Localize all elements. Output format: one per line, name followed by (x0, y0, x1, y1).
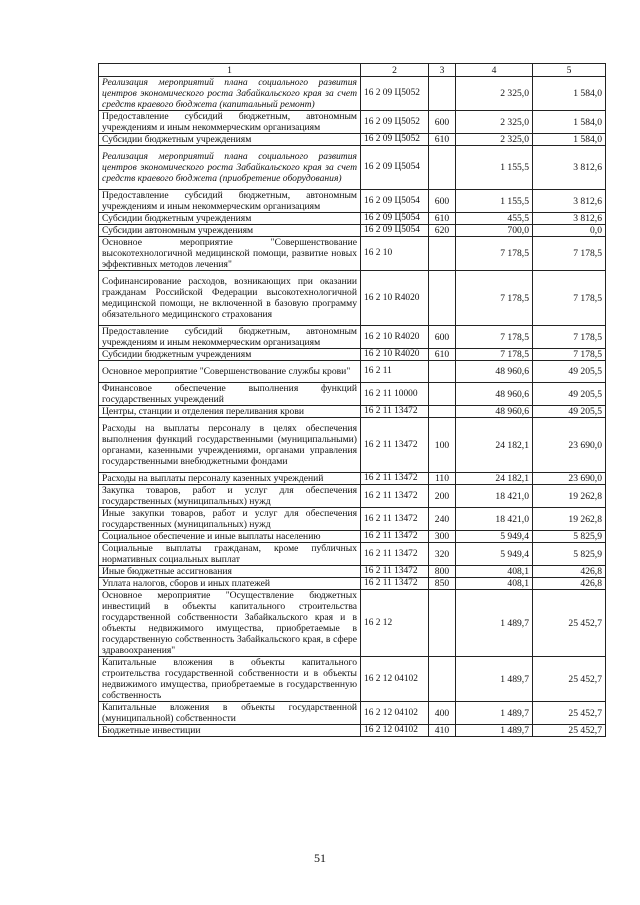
row-value-year-1: 7 178,5 (456, 326, 533, 349)
row-expense-type: 610 (429, 134, 456, 146)
row-expense-type: 300 (429, 531, 456, 543)
table-row (99, 543, 606, 566)
row-value-year-2: 25 452,7 (533, 657, 606, 702)
row-name: Центры, станции и отделения переливания крови (99, 406, 361, 418)
row-value-year-1: 1 489,7 (456, 590, 533, 657)
table-row (99, 271, 606, 326)
row-value-year-2: 3 812,6 (533, 190, 606, 213)
budget-table (98, 63, 606, 737)
table-row (99, 146, 606, 190)
row-value-year-1: 5 949,4 (456, 543, 533, 566)
row-code: 16 2 11 13472 (361, 418, 429, 473)
row-value-year-1: 1 489,7 (456, 702, 533, 725)
row-expense-type: 610 (429, 349, 456, 361)
row-value-year-1: 1 489,7 (456, 657, 533, 702)
row-value-year-1: 18 421,0 (456, 485, 533, 508)
row-value-year-2: 25 452,7 (533, 702, 606, 725)
row-value-year-1: 24 182,1 (456, 473, 533, 485)
row-value-year-1: 48 960,6 (456, 383, 533, 406)
row-code: 16 2 11 13472 (361, 508, 429, 531)
row-expense-type: 110 (429, 473, 456, 485)
row-value-year-2: 25 452,7 (533, 590, 606, 657)
table-row (99, 134, 606, 146)
row-code: 16 2 11 13472 (361, 485, 429, 508)
row-code: 16 2 11 (361, 361, 429, 383)
row-name: Реализация мероприятий плана социального развития центров экономического роста Забайкальского края за счет средств краевого бюджета (приобретение оборудования) (99, 146, 361, 190)
table-row (99, 590, 606, 657)
row-value-year-1: 7 178,5 (456, 349, 533, 361)
row-value-year-1: 24 182,1 (456, 418, 533, 473)
row-code: 16 2 11 13472 (361, 566, 429, 578)
row-code: 16 2 09 Ц5054 (361, 146, 429, 190)
row-name: Предоставление субсидий бюджетным, автономным учреждениям и иным некоммерческим организациям (99, 190, 361, 213)
row-value-year-2: 7 178,5 (533, 326, 606, 349)
table-row (99, 190, 606, 213)
table-row (99, 566, 606, 578)
table-row (99, 111, 606, 134)
row-value-year-1: 7 178,5 (456, 271, 533, 326)
row-expense-type: 620 (429, 225, 456, 237)
row-value-year-2: 1 584,0 (533, 134, 606, 146)
row-expense-type: 320 (429, 543, 456, 566)
row-expense-type: 200 (429, 485, 456, 508)
row-value-year-1: 408,1 (456, 578, 533, 590)
row-name: Основное мероприятие "Совершенствование высокотехнологичной медицинской помощи, развитие новых эффективных методов лечения" (99, 237, 361, 271)
row-name: Субсидии автономным учреждениям (99, 225, 361, 237)
row-value-year-2: 426,8 (533, 566, 606, 578)
row-name: Расходы на выплаты персоналу в целях обеспечения выполнения функций государственными (муниципальными) органами, казенными учреждениями, органами управления государственными внебюджетными фондами (99, 418, 361, 473)
row-value-year-1: 1 489,7 (456, 725, 533, 737)
row-name: Субсидии бюджетным учреждениям (99, 349, 361, 361)
table-row (99, 657, 606, 702)
row-code: 16 2 09 Ц5052 (361, 111, 429, 134)
row-expense-type: 240 (429, 508, 456, 531)
table-row (99, 725, 606, 737)
table-row (99, 531, 606, 543)
row-code: 16 2 11 13472 (361, 578, 429, 590)
row-value-year-1: 48 960,6 (456, 361, 533, 383)
table-row (99, 225, 606, 237)
row-value-year-2: 7 178,5 (533, 237, 606, 271)
row-name: Расходы на выплаты персоналу казенных учреждений (99, 473, 361, 485)
row-value-year-1: 408,1 (456, 566, 533, 578)
header-col-2: 2 (361, 64, 429, 77)
row-value-year-2: 49 205,5 (533, 361, 606, 383)
row-value-year-1: 5 949,4 (456, 531, 533, 543)
row-code: 16 2 10 (361, 237, 429, 271)
row-value-year-2: 7 178,5 (533, 349, 606, 361)
row-value-year-2: 7 178,5 (533, 271, 606, 326)
table-row (99, 702, 606, 725)
row-value-year-2: 3 812,6 (533, 213, 606, 225)
row-name: Иные бюджетные ассигнования (99, 566, 361, 578)
row-name: Реализация мероприятий плана социального развития центров экономического роста Забайкальского края за счет средств краевого бюджета (капитальный ремонт) (99, 77, 361, 111)
row-value-year-2: 19 262,8 (533, 485, 606, 508)
header-col-3: 3 (429, 64, 456, 77)
row-expense-type (429, 590, 456, 657)
table-row (99, 508, 606, 531)
row-value-year-2: 49 205,5 (533, 406, 606, 418)
table-row (99, 361, 606, 383)
row-expense-type: 410 (429, 725, 456, 737)
table-row (99, 326, 606, 349)
header-col-5: 5 (533, 64, 606, 77)
row-value-year-2: 23 690,0 (533, 418, 606, 473)
row-code: 16 2 11 13472 (361, 531, 429, 543)
table-row (99, 473, 606, 485)
row-name: Основное мероприятие "Совершенствование службы крови" (99, 361, 361, 383)
table-header-row (99, 64, 606, 77)
row-expense-type (429, 146, 456, 190)
header-col-1: 1 (99, 64, 361, 77)
row-expense-type (429, 406, 456, 418)
row-name: Бюджетные инвестиции (99, 725, 361, 737)
row-code: 16 2 09 Ц5054 (361, 225, 429, 237)
header-col-4: 4 (456, 64, 533, 77)
row-expense-type: 610 (429, 213, 456, 225)
row-name: Закупка товаров, работ и услуг для обеспечения государственных (муниципальных) нужд (99, 485, 361, 508)
row-value-year-1: 2 325,0 (456, 134, 533, 146)
row-name: Предоставление субсидий бюджетным, автономным учреждениям и иным некоммерческим организациям (99, 326, 361, 349)
row-value-year-2: 1 584,0 (533, 111, 606, 134)
row-code: 16 2 10 R4020 (361, 271, 429, 326)
row-value-year-2: 426,8 (533, 578, 606, 590)
row-value-year-2: 23 690,0 (533, 473, 606, 485)
row-expense-type: 100 (429, 418, 456, 473)
row-expense-type: 600 (429, 326, 456, 349)
row-value-year-2: 49 205,5 (533, 383, 606, 406)
row-value-year-2: 5 825,9 (533, 543, 606, 566)
table-row (99, 406, 606, 418)
row-value-year-1: 7 178,5 (456, 237, 533, 271)
row-expense-type: 600 (429, 111, 456, 134)
table-row (99, 485, 606, 508)
row-value-year-2: 0,0 (533, 225, 606, 237)
row-expense-type (429, 361, 456, 383)
row-expense-type (429, 237, 456, 271)
row-code: 16 2 09 Ц5054 (361, 213, 429, 225)
row-code: 16 2 09 Ц5054 (361, 190, 429, 213)
row-code: 16 2 10 R4020 (361, 349, 429, 361)
row-value-year-2: 1 584,0 (533, 77, 606, 111)
row-value-year-2: 3 812,6 (533, 146, 606, 190)
row-name: Социальное обеспечение и иные выплаты населению (99, 531, 361, 543)
row-name: Уплата налогов, сборов и иных платежей (99, 578, 361, 590)
row-name: Финансовое обеспечение выполнения функций государственных учреждений (99, 383, 361, 406)
page-number: 51 (314, 851, 326, 865)
row-code: 16 2 10 R4020 (361, 326, 429, 349)
table-row (99, 383, 606, 406)
row-expense-type (429, 77, 456, 111)
row-code: 16 2 12 04102 (361, 702, 429, 725)
row-value-year-1: 2 325,0 (456, 77, 533, 111)
row-expense-type: 850 (429, 578, 456, 590)
row-name: Субсидии бюджетным учреждениям (99, 213, 361, 225)
row-name: Социальные выплаты гражданам, кроме публичных нормативных социальных выплат (99, 543, 361, 566)
table-row (99, 349, 606, 361)
row-code: 16 2 12 (361, 590, 429, 657)
row-code: 16 2 12 04102 (361, 657, 429, 702)
budget-table-body (99, 64, 606, 737)
table-row (99, 77, 606, 111)
row-code: 16 2 11 13472 (361, 473, 429, 485)
row-value-year-1: 700,0 (456, 225, 533, 237)
row-value-year-1: 1 155,5 (456, 190, 533, 213)
row-name: Предоставление субсидий бюджетным, автономным учреждениям и иным некоммерческим организациям (99, 111, 361, 134)
row-value-year-1: 2 325,0 (456, 111, 533, 134)
row-value-year-2: 19 262,8 (533, 508, 606, 531)
row-code: 16 2 11 13472 (361, 543, 429, 566)
row-code: 16 2 09 Ц5052 (361, 77, 429, 111)
row-name: Капитальные вложения в объекты капитального строительства государственной собственности и в объекты недвижимого имущества, приобретаемые в государственную собственность (99, 657, 361, 702)
row-expense-type: 400 (429, 702, 456, 725)
row-expense-type: 600 (429, 190, 456, 213)
row-name: Софинансирование расходов, возникающих при оказании гражданам Российской Федерации высокотехнологичной медицинской помощи, не включенной в базовую программу обязательного медицинского страхования (99, 271, 361, 326)
row-expense-type: 800 (429, 566, 456, 578)
row-value-year-2: 5 825,9 (533, 531, 606, 543)
row-expense-type (429, 383, 456, 406)
table-row (99, 237, 606, 271)
row-value-year-2: 25 452,7 (533, 725, 606, 737)
row-name: Основное мероприятие "Осуществление бюджетных инвестиций в объекты капитального строительства государственной собственности Забайкальского края и в объекты недвижимого имущества, приобретаемые в государственную собственность Забайкальского края, в сфере здравоохранения" (99, 590, 361, 657)
table-row (99, 418, 606, 473)
row-value-year-1: 18 421,0 (456, 508, 533, 531)
table-row (99, 213, 606, 225)
table-row (99, 578, 606, 590)
row-name: Субсидии бюджетным учреждениям (99, 134, 361, 146)
row-code: 16 2 11 13472 (361, 406, 429, 418)
row-name: Капитальные вложения в объекты государственной (муниципальной) собственности (99, 702, 361, 725)
row-expense-type (429, 657, 456, 702)
row-code: 16 2 12 04102 (361, 725, 429, 737)
row-code: 16 2 09 Ц5052 (361, 134, 429, 146)
row-value-year-1: 48 960,6 (456, 406, 533, 418)
row-value-year-1: 455,5 (456, 213, 533, 225)
row-code: 16 2 11 10000 (361, 383, 429, 406)
row-value-year-1: 1 155,5 (456, 146, 533, 190)
row-name: Иные закупки товаров, работ и услуг для обеспечения государственных (муниципальных) нужд (99, 508, 361, 531)
row-expense-type (429, 271, 456, 326)
